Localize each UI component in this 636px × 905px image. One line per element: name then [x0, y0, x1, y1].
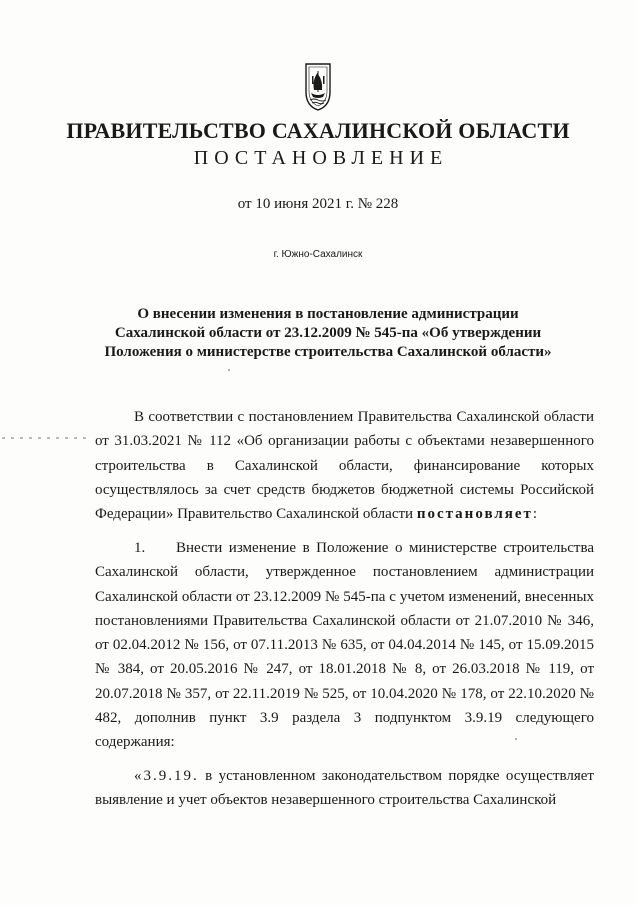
- government-title: ПРАВИТЕЛЬСТВО САХАЛИНСКОЙ ОБЛАСТИ: [66, 118, 570, 143]
- paragraph-subitem-3-9-19: [95, 764, 594, 813]
- sakhalin-coat-of-arms-icon: [303, 62, 333, 112]
- scan-speck: [228, 369, 230, 371]
- document-subject: О внесении изменения в постановление администрации Сахалинской области от 23.12.2009 № 545-па «Об утверждении Положения о министерстве строительства Сахалинской области»: [104, 306, 552, 360]
- preamble-colon: :: [532, 506, 538, 523]
- item-1-text: Внести изменение в Положение о министерстве строительства Сахалинской области, утвержденное постановлением администрации Сахалинской области от 23.12.2009 № 545-па с учетом изменений, внесенных постановлениями Правительства Сахалинской области от 21.07.2010 № 346, от 02.04.2012 № 156, от 07.11.2013 № 635, от 04.04.2014 № 145, от 15.09.2015 № 384, от 20.05.2016 № 247, от 18.01.2018 № 8, от 26.03.2018 № 119, от 20.07.2018 № 357, от 22.11.2019 № 525, от 10.04.2020 № 178, от 22.10.2020 № 482, дополнив пункт 3.9 раздела 3 подпунктом 3.9.19 следующего содержания:: [95, 540, 594, 751]
- subitem-number: «3.9.19.: [134, 768, 199, 784]
- document-date-number: от 10 июня 2021 г. № 228: [237, 196, 399, 212]
- subitem-text: в установленном законодательством порядке осуществляет выявление и учет объектов незавершенного строительства Сахалинской: [95, 768, 594, 809]
- document-type: ПОСТАНОВЛЕНИЕ: [193, 147, 449, 169]
- scan-artifact-dots: [2, 437, 90, 439]
- resolves-keyword: постановляет: [416, 506, 533, 523]
- paragraph-preamble: [95, 405, 594, 526]
- item-1-number: 1.: [134, 540, 146, 556]
- preamble-text: В соответствии с постановлением Правительства Сахалинской области от 31.03.2021 № 112 «Об организации работы с объектами незавершенного строительства в Сахалинской области, финансирование которых осуществлялось за счет средств бюджетов бюджетной системы Российской Федерации» Правительство Сахалинской области: [95, 409, 594, 523]
- document-city: г. Южно-Сахалинск: [273, 249, 363, 260]
- paragraph-item-1: [95, 536, 594, 755]
